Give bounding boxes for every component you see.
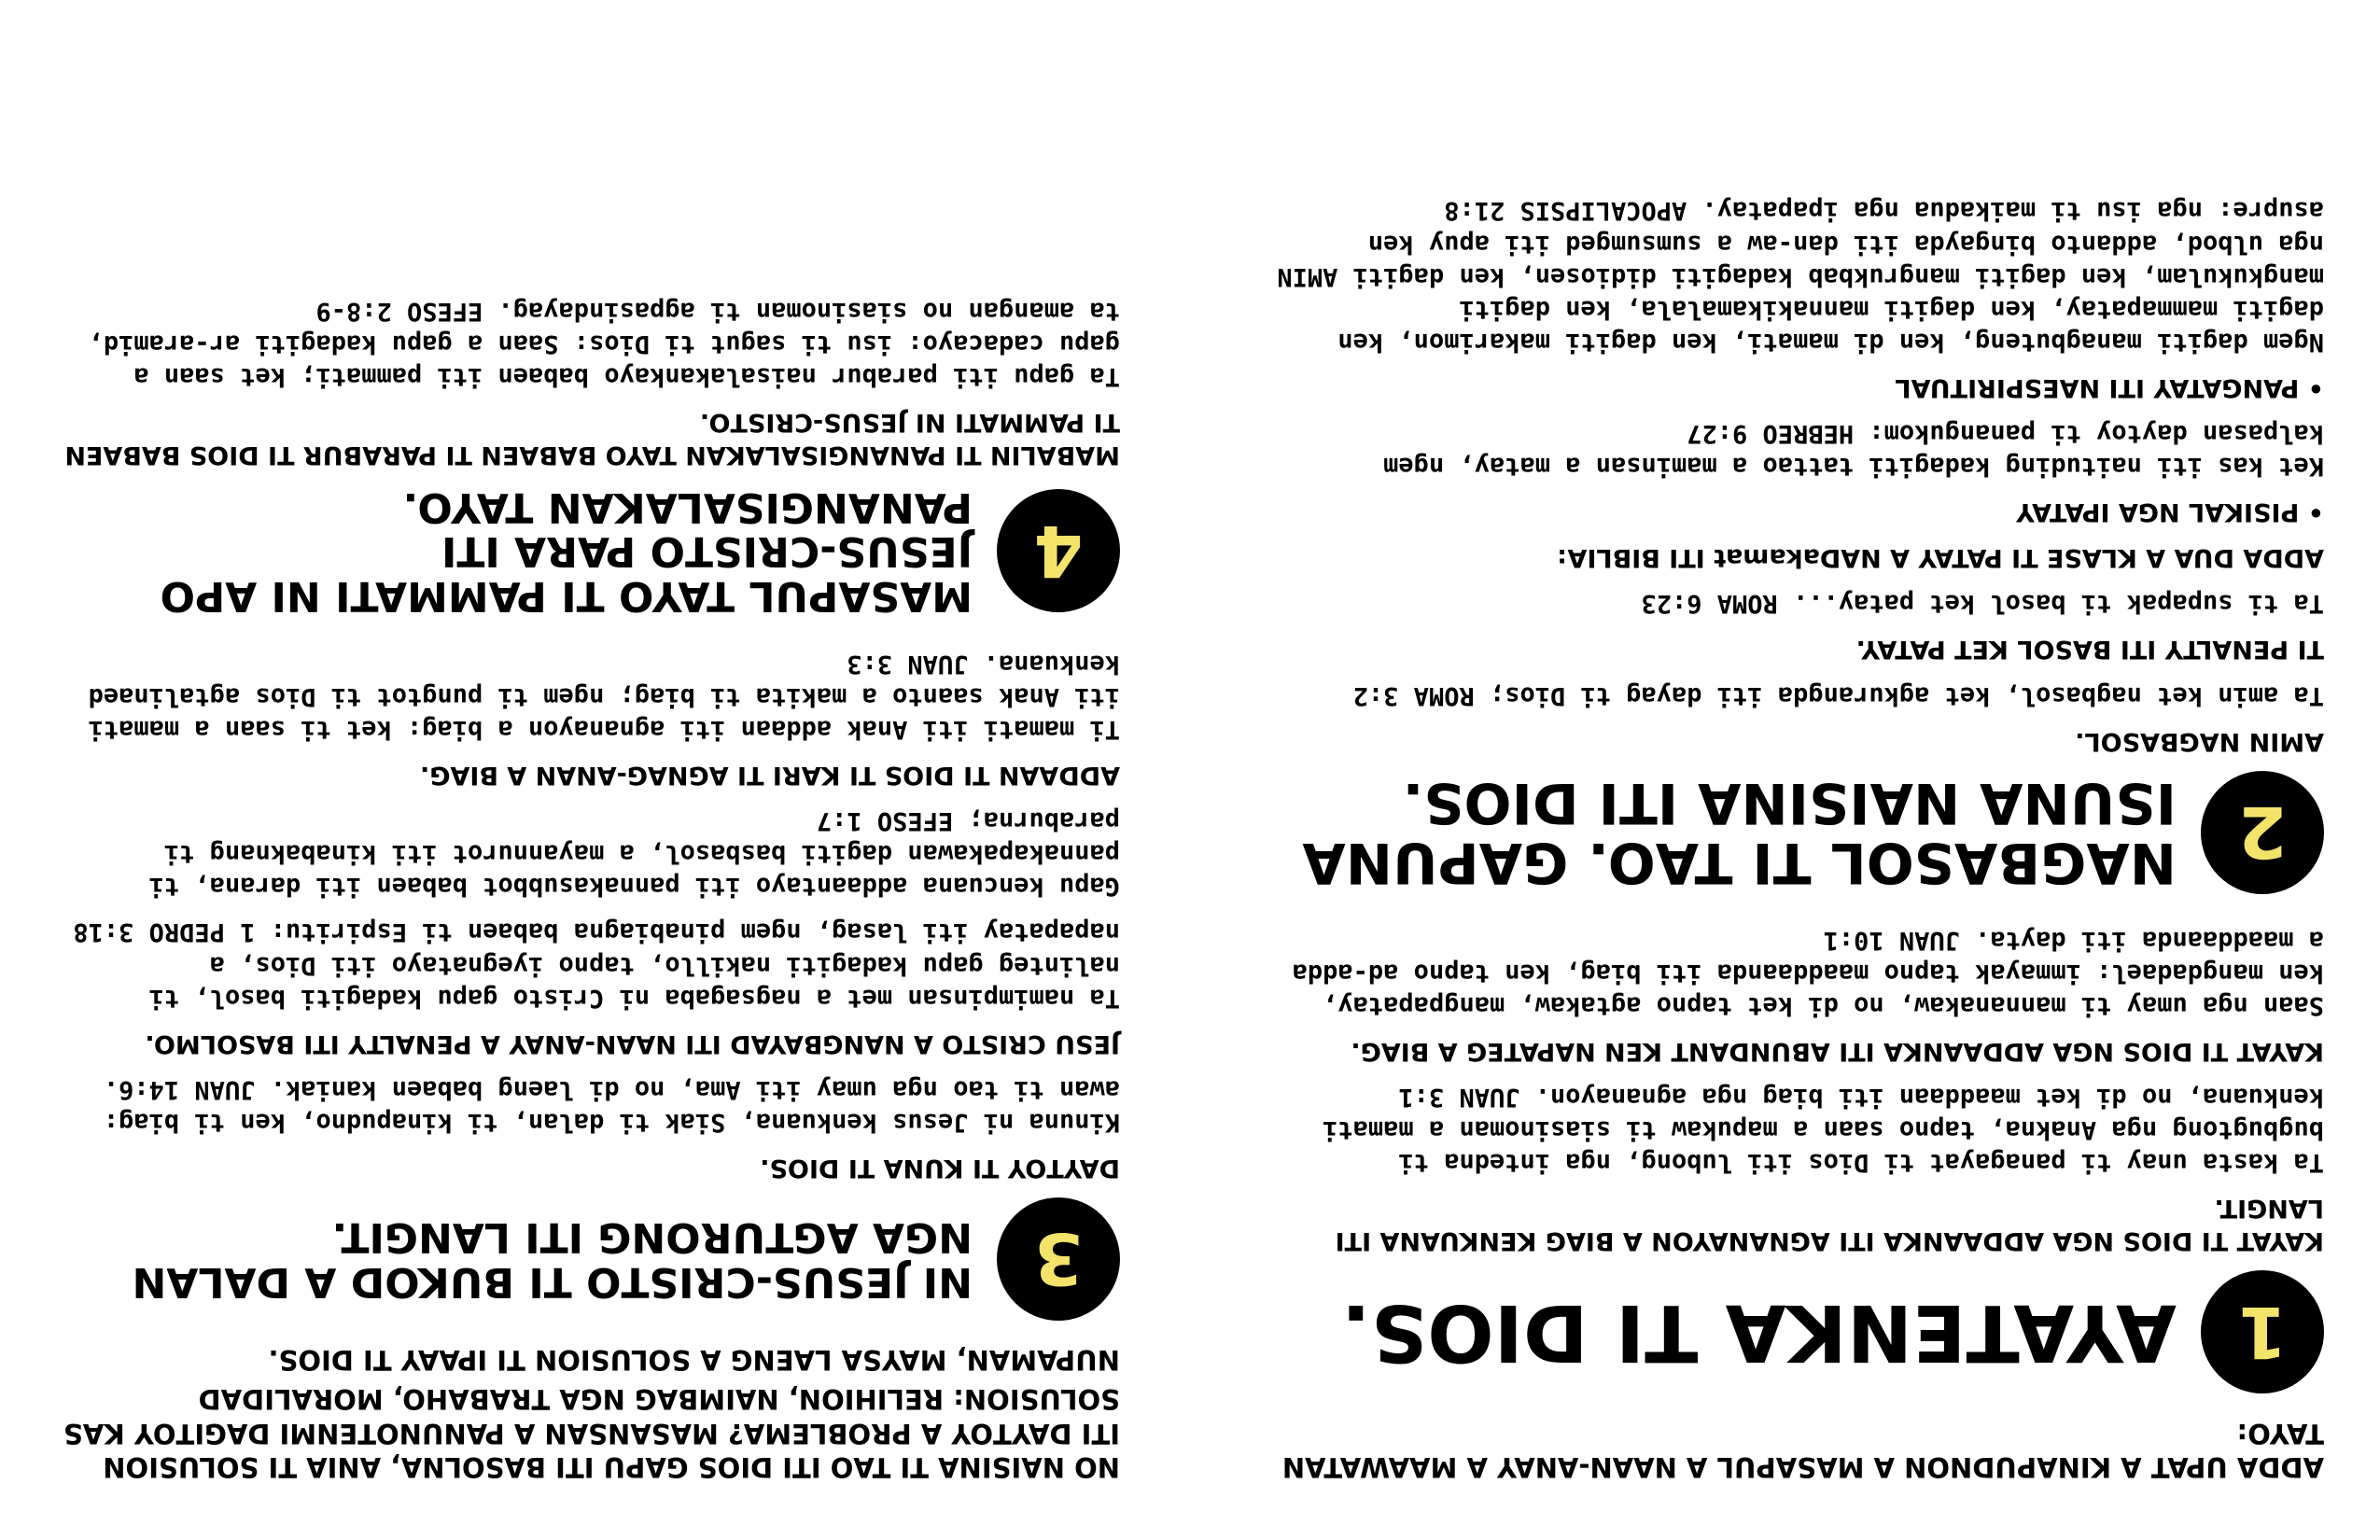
intro-heading: ADDA UPAT A KINAPUDNON A MASAPUL A NAAN-ANAY A MAAWATAN TAYO: <box>1281 1417 2324 1483</box>
scripture-text: Ket kas iti naituding kadagiti tattao a maminsan a matay, ngem kalpasan daytoy ti panangukom: HEBREO 9:27 <box>1383 419 2324 482</box>
panel-steps-1-2 <box>1265 56 2324 1484</box>
step-2 <box>1265 771 2324 894</box>
scripture-text: Ta kasta unay ti panagayat ti Dios iti lubong, nga intedna ti bugbugtong nga Anakna, tapno saan a mapukaw ti siasinoman a mamati kenkuana, no di ket maaddaan iti biag nga agnanayon. JUAN 3:1 <box>1323 1083 2324 1178</box>
intro-subheading: NUPAMAN, MAYSA LAENG A SOLUSION TI IPAAY TI DIOS. <box>268 1344 1120 1377</box>
scripture-text: Saan nga umay ti mannanakaw, no di ket tapno agtakaw, mangpapatay, ken mangdadael: immayak tapno maaddaanda iti biag, ken tapno ad-adda a maaddaanda iti dayta. JUAN 10:1 <box>1292 925 2324 1020</box>
scripture-text: Kinuna ni Jesus kenkuana, Siak ti dalan, ti kinapudno, ken ti biag: awan ti tao nga umay iti Ama, no di laeng babaen kaniak. JUAN 14:6. <box>103 1074 1120 1137</box>
step-title: MASAPUL TAYO TI PAMMATI NI APO JESUS-CRISTO PARA ITI PANANGISALAKAN TAYO. <box>160 483 973 620</box>
scripture-text: Ngem dagiti managbuteng, ken di mamati, ken dagiti makarimon, ken dagiti mammapatay, ken dagiti mannakikamalala, ken dagiti mangkukulam, ken dagiti mangrukbab kadagiti didiosen, ken dagiti AMIN nga ulbod, addanto bingayda iti dan-aw a sumsumged iti apuy ken asupre: nga isu ti maikadua nga ipapatay. APOCALIPSIS 21:8 <box>1277 196 2324 357</box>
section-heading: DAYTOY TI KUNA TI DIOS. <box>760 1154 1120 1183</box>
scripture-text: Ti mamati iti Anak addaan iti agnanayon a biag: ket ti saan a mamati iti Anak saanto a makita ti biag; ngem ti pungtot ti Dios agtalinaed kenkuana. JUAN 3:3 <box>88 649 1120 744</box>
section-heading: MABALIN TI PANANGISALAKAN TAYO BABAEN TI PARABUR TI DIOS BABAEN TI PAMMATI NI JESUS-CRISTO. <box>64 408 1120 470</box>
scripture-text: Ta ti supapak ti basol ket patay... ROMA 6:23 <box>1641 589 2324 619</box>
step-title: NAGBASOL TI TAO. GAPUNA ISUNA NAISINA ITI DIOS. <box>1302 769 2177 896</box>
step-number-badge: 4 <box>997 489 1120 612</box>
scripture-text: Ta amin ket nagbasol, ket agkurangda iti dayag ti Dios; ROMA 3:2 <box>1352 680 2324 710</box>
step-3 <box>61 1197 1120 1321</box>
scripture-text: Gapu kencuana addaantayo iti pannakasubbot babaen iti darana, ti pannakapakawan dagiti basbasol, a mayannurot iti kinabaknang ti paraburna; EFESO 1:7 <box>148 806 1120 902</box>
step-number-badge: 3 <box>997 1197 1120 1321</box>
bullet-heading: • PISIKAL NGA IPATAY <box>1265 496 2324 528</box>
section-heading: KAYAT TI DIOS NGA ADDAANKA ITI ABUNDANT KEN NAPATEG A BIAG. <box>1351 1037 2324 1067</box>
step-title: AYATENKA TI DIOS. <box>1340 1286 2177 1379</box>
step-1 <box>1265 1271 2324 1394</box>
bullet-heading: • PANGATAY ITI NAESPIRITUAL <box>1265 371 2324 404</box>
section-heading: JESU CRISTO A NANGBAYAD ITI NAAN-ANAY A PENALTY ITI BASOLMO. <box>145 1029 1120 1058</box>
panel-steps-3-4 <box>61 56 1120 1484</box>
step-number-badge: 1 <box>2201 1271 2324 1394</box>
step-title: NI JESUS-CRISTO TI BUKOD A DALAN NGA AGTURONG ITI LANGIT. <box>132 1213 973 1306</box>
section-heading: ADDA DUA A KLASE TI PATAY A NADakamat ITI BIBLIA: <box>1557 543 2324 573</box>
section-heading: ADDAAN TI DIOS TI KARI TI AGNAG-ANAN A BIAG. <box>420 761 1120 791</box>
scripture-text: Ta gapu iti parabur naisalakankayo babaen iti pammati; ket saan a gapu cadacayo: isu ti sagut ti Dios: Saan a gapu kadagiti ar-aramid, ta amangan no siasinoman ti agpasindayag. EFESO 2:8-9 <box>88 296 1120 391</box>
section-heading: KAYAT TI DIOS NGA ADDAANKA ITI AGNANAYON A BIAG KENKUANA ITI LANGIT. <box>1335 1194 2324 1256</box>
section-heading: TI PENALTY ITI BASOL KET PATAY. <box>1855 635 2324 665</box>
section-heading: AMIN NAGBASOL. <box>2075 726 2324 756</box>
step-number-badge: 2 <box>2201 771 2324 894</box>
scripture-text: Ta namimpinsan met a nagsagaba ni Cristo gapu kadagiti basol, ti nalinteg gapu kadagiti nakillo, tapno iyegnatayo iti Dios, a napapatay iti lasag, ngem pinabiagna babaen ti Espiritu: 1 PEDRO 3:18 <box>73 917 1120 1013</box>
step-4 <box>61 484 1120 618</box>
intro-heading: NO NAISINA TI TAO ITI DIOS GAPU ITI BASOLNA, ANIA TI SOLUSION ITI DAYTOY A PROBLEMA? MASANSAN A PANUNOTENMI DAGITOY KAS SOLUSION: RELIHION, NAIMBAG NGA TRABAHO, MORALIDAD <box>63 1383 1120 1483</box>
